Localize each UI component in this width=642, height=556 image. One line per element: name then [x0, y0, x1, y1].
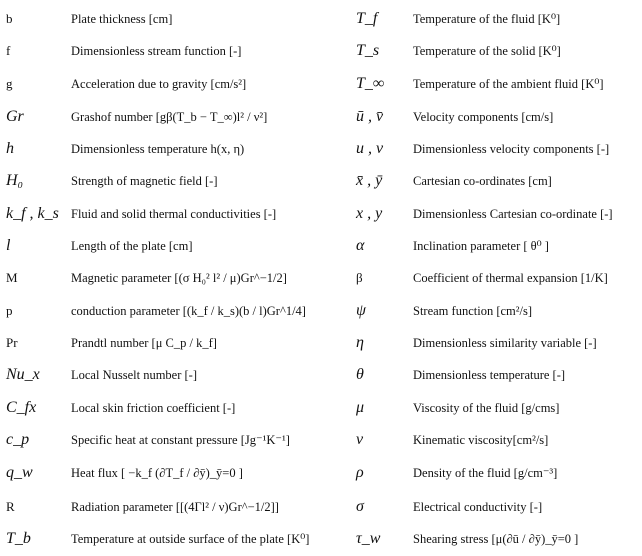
right-symbol: T_∞	[356, 75, 385, 92]
left-symbol: Gr	[6, 108, 24, 125]
right-symbol: ψ	[356, 302, 366, 319]
left-description: Length of the plate [cm]	[71, 239, 193, 253]
left-description: Magnetic parameter [(σ H₀² l² / μ)Gr^−1/2]	[71, 271, 287, 285]
left-symbol: k_f , k_s	[6, 205, 59, 222]
right-description: Viscosity of the fluid [g/cms]	[413, 401, 560, 415]
right-symbol: ν	[356, 431, 364, 448]
left-symbol: f	[6, 43, 11, 58]
nomenclature-row	[0, 68, 642, 100]
left-description: Dimensionless stream function [-]	[71, 44, 242, 58]
left-description: Dimensionless temperature h(x, η)	[71, 142, 245, 156]
left-description: Radiation parameter [[(4Γl² / ν)Gr^−1/2]]	[71, 500, 279, 514]
right-symbol: α	[356, 237, 365, 254]
nomenclature-row	[0, 3, 642, 35]
nomenclature-row	[0, 359, 642, 391]
right-symbol: ρ	[356, 464, 364, 481]
right-symbol: η	[356, 334, 364, 351]
left-symbol: q_w	[6, 464, 33, 481]
nomenclature-row	[0, 491, 642, 523]
left-description: Fluid and solid thermal conductivities [-]	[71, 207, 277, 221]
right-description: Velocity components [cm/s]	[413, 110, 554, 124]
left-symbol: R	[6, 499, 15, 514]
right-description: Dimensionless Cartesian co-ordinate [-]	[413, 207, 613, 221]
left-symbol: C_fx	[6, 399, 37, 416]
left-symbol: Pr	[6, 335, 18, 350]
nomenclature-row	[0, 295, 642, 327]
right-description: Cartesian co-ordinates [cm]	[413, 174, 552, 188]
right-symbol: T_f	[356, 10, 378, 27]
right-symbol: T_s	[356, 42, 380, 59]
left-symbol: p	[6, 303, 13, 318]
nomenclature-row	[0, 165, 642, 197]
left-symbol: h	[6, 140, 14, 157]
right-description: Inclination parameter [ θ⁰ ]	[413, 239, 549, 253]
right-description: Temperature of the solid [K⁰]	[413, 44, 561, 58]
right-description: Dimensionless temperature [-]	[413, 368, 566, 382]
nomenclature-row	[0, 523, 642, 555]
nomenclature-row	[0, 230, 642, 262]
right-description: Coefficient of thermal expansion [1/K]	[413, 271, 608, 285]
nomenclature-row	[0, 327, 642, 359]
left-description: Grashof number [gβ(T_b − T_∞)l² / ν²]	[71, 110, 268, 124]
nomenclature-row	[0, 424, 642, 456]
left-description: Plate thickness [cm]	[71, 12, 173, 26]
right-description: Temperature of the fluid [K⁰]	[413, 12, 561, 26]
right-description: Stream function [cm²/s]	[413, 304, 532, 318]
left-symbol: b	[6, 11, 13, 26]
right-symbol: θ	[356, 366, 364, 383]
left-symbol: Nu_x	[6, 366, 40, 383]
left-description: Strength of magnetic field [-]	[71, 174, 218, 188]
nomenclature-row	[0, 101, 642, 133]
right-symbol: μ	[356, 399, 365, 416]
right-description: Temperature of the ambient fluid [K⁰]	[413, 77, 604, 91]
right-description: Shearing stress [μ(∂ū / ∂ȳ)_ȳ=0 ]	[413, 532, 579, 546]
left-symbol: g	[6, 76, 13, 91]
right-symbol: σ	[356, 498, 364, 515]
right-symbol: u , v	[356, 140, 384, 157]
right-description: Electrical conductivity [-]	[413, 500, 543, 514]
left-description: Temperature at outside surface of the plate [K⁰]	[71, 532, 310, 546]
left-description: Local Nusselt number [-]	[71, 368, 198, 382]
left-symbol: l	[6, 237, 11, 254]
nomenclature-row	[0, 392, 642, 424]
left-description: Acceleration due to gravity [cm/s²]	[71, 77, 247, 91]
left-description: Local skin friction coefficient [-]	[71, 401, 236, 415]
right-description: Dimensionless velocity components [-]	[413, 142, 610, 156]
right-symbol: β	[356, 270, 363, 285]
right-symbol: x̄ , ȳ	[356, 172, 383, 189]
left-symbol: T_b	[6, 530, 31, 547]
left-symbol: c_p	[6, 431, 30, 448]
right-symbol: ū , v̄	[356, 108, 384, 125]
left-description: Prandtl number [μ C_p / k_f]	[71, 336, 217, 350]
right-description: Kinematic viscosity[cm²/s]	[413, 433, 549, 447]
right-description: Dimensionless similarity variable [-]	[413, 336, 597, 350]
nomenclature-row	[0, 457, 642, 489]
right-symbol: τ_w	[356, 530, 381, 547]
left-description: Heat flux [ −k_f (∂T_f / ∂ȳ)_ȳ=0 ]	[71, 466, 243, 480]
nomenclature-row	[0, 198, 642, 230]
right-symbol: x , y	[356, 205, 383, 222]
nomenclature-row	[0, 35, 642, 67]
left-description: Specific heat at constant pressure [Jg⁻¹K⁻¹]	[71, 433, 290, 447]
left-symbol: M	[6, 270, 18, 285]
left-description: conduction parameter [(k_f / k_s)(b / l)Gr^1/4]	[71, 304, 306, 318]
nomenclature-row	[0, 133, 642, 165]
left-symbol: H₀	[6, 172, 24, 189]
right-description: Density of the fluid [g/cm⁻³]	[413, 466, 558, 480]
nomenclature-row	[0, 262, 642, 294]
